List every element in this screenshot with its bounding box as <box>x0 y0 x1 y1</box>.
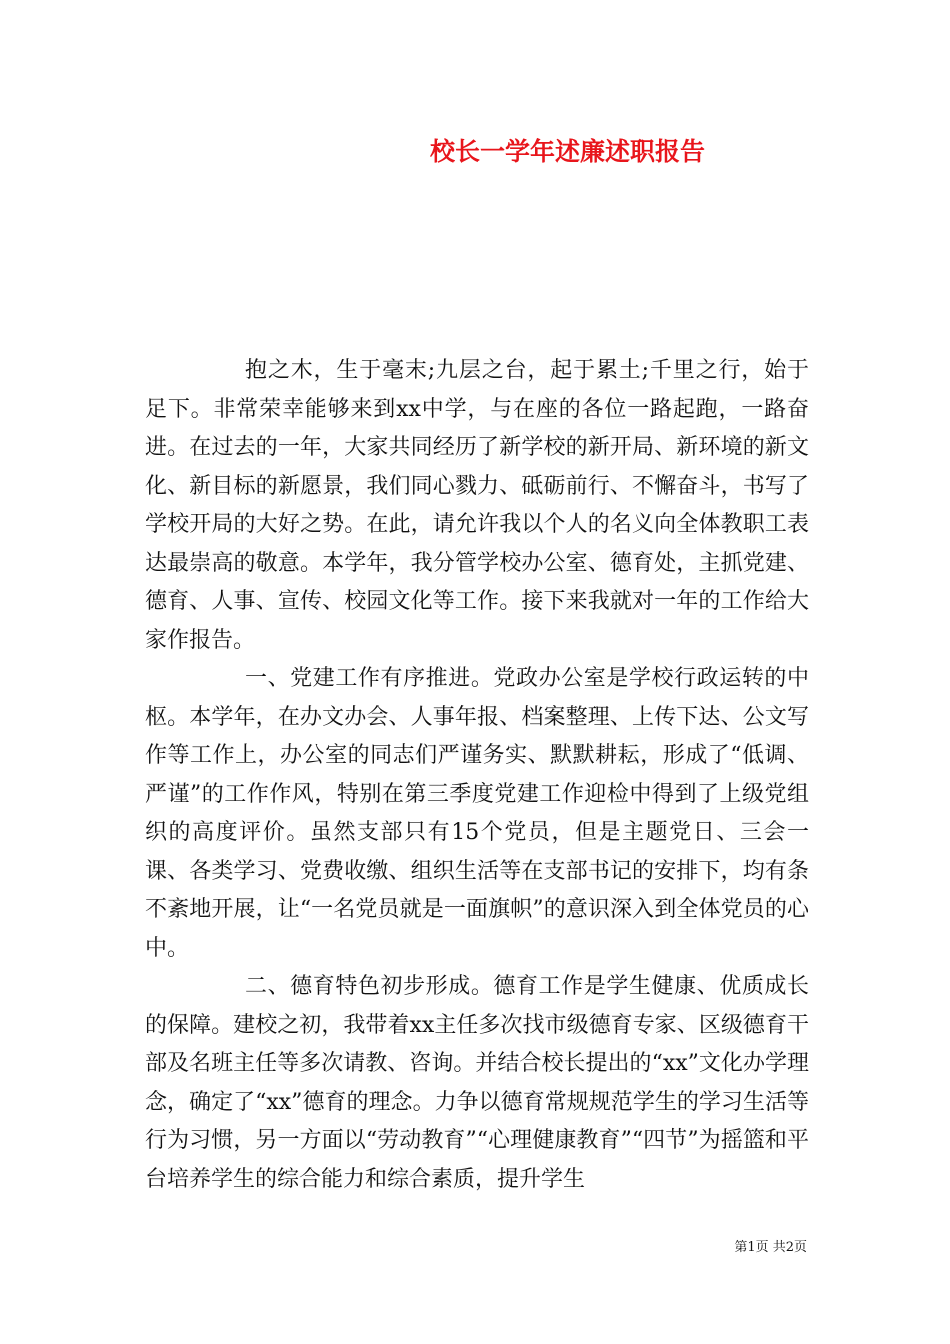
paragraph-intro: 抱之木，生于毫末;九层之台，起于累土;千里之行，始于足下。非常荣幸能够来到xx中学，与在座的各位一路起跑，一路奋进。在过去的一年，大家共同经历了新学校的新开局、新环境的新文化、新目标的新愿景，我们同心戮力、砥砺前行、不懈奋斗，书写了学校开局的大好之势。在此，请允许我以个人的名义向全体教职工表达最崇高的敬意。本学年，我分管学校办公室、德育处，主抓党建、德育、人事、宣传、校园文化等工作。接下来我就对一年的工作给大家作报告。 <box>145 358 809 653</box>
paragraph-moral-education: 二、德育特色初步形成。德育工作是学生健康、优质成长的保障。建校之初，我带着xx主任多次找市级德育专家、区级德育干部及名班主任等多次请教、咨询。并结合校长提出的“xx”文化办学理念，确定了“xx”德育的理念。力争以德育常规规范学生的学习生活等行为习惯，另一方面以“劳动教育”“心理健康教育”“四节”为摇篮和平台培养学生的综合能力和综合素质，提升学生 <box>145 974 809 1192</box>
page-number-footer: 第1页 共2页 <box>734 1240 807 1255</box>
document-title: 校长一学年述廉述职报告 <box>430 137 706 166</box>
document-body <box>145 352 809 1199</box>
paragraph-party-building: 一、党建工作有序推进。党政办公室是学校行政运转的中枢。本学年，在办文办会、人事年报、档案整理、上传下达、公文写作等工作上，办公室的同志们严谨务实、默默耕耘，形成了“低调、严谨”的工作作风，特别在第三季度党建工作迎检中得到了上级党组织的高度评价。虽然支部只有15个党员，但是主题党日、三会一课、各类学习、党费收缴、组织生活等在支部书记的安排下，均有条不紊地开展，让“一名党员就是一面旗帜”的意识深入到全体党员的心中。 <box>145 666 809 961</box>
